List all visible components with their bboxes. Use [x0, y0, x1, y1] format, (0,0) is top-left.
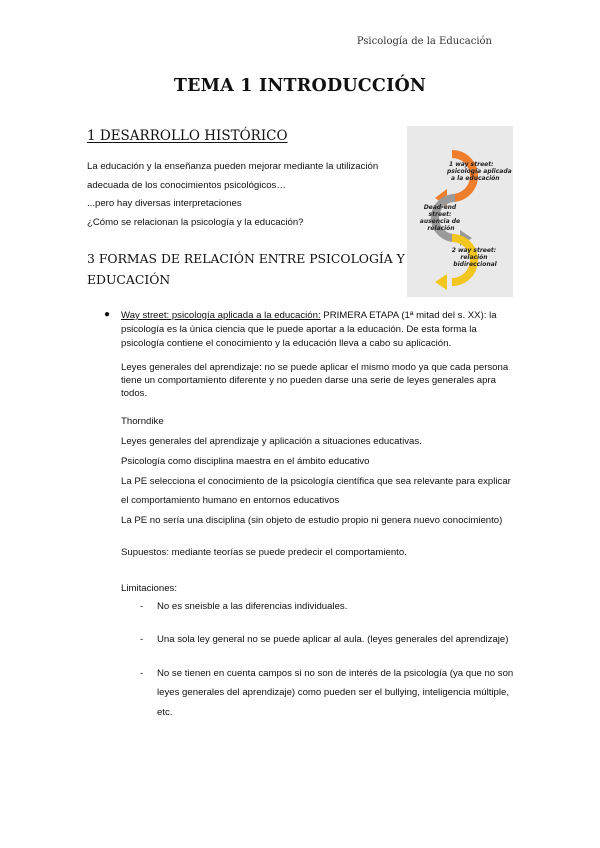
limitacion-text: No es sneisble a las diferencias individuales.: [157, 600, 348, 612]
figure-label-2: Dead-end street: ausencia de relación: [419, 204, 461, 232]
thorndike-line: Leyes generales del aprendizaje y aplicación a situaciones educativas.: [121, 435, 422, 447]
main-content: [104, 309, 516, 723]
header-subject: Psicología de la Educación: [356, 36, 492, 47]
limitacion-item: [104, 597, 516, 617]
section-1-heading: 1 DESARROLLO HISTÓRICO: [87, 128, 288, 144]
thorndike-block: [104, 412, 516, 531]
section-1-intro: [87, 158, 407, 232]
relationship-diagram: [407, 126, 513, 297]
dash-marker: -: [140, 600, 144, 612]
limitacion-text: No se tienen en cuenta campos si no son de interés de la psicología (ya que no son leyes generales del aprendizaje) como pueden ser el bullying, inteligencia múltiple, etc.: [157, 667, 514, 719]
bullet-marker: ●: [104, 309, 111, 320]
section-3-heading: 3 FORMAS DE RELACIÓN ENTRE PSICOLOGÍA Y EDUCACIÓN: [87, 251, 405, 287]
limitaciones-label: Limitaciones:: [121, 582, 177, 594]
dash-marker: -: [140, 667, 144, 679]
document-title: TEMA 1 INTRODUCCIÓN: [173, 76, 427, 96]
leyes-paragraph: Leyes generales del aprendizaje: no se puede aplicar el mismo modo ya que cada persona tiene un comportamiento diferente y no pueden darse una serie de leyes generales apra todos.: [121, 362, 509, 399]
intro-line: La educación y la enseñanza pueden mejorar mediante la utilización: [87, 161, 379, 172]
figure-label-1: 1 way street: psicología aplicada a la educación: [447, 161, 512, 182]
limitacion-item: [104, 630, 516, 650]
supuestos-paragraph: Supuestos: mediante teorías se puede predecir el comportamiento.: [121, 546, 407, 558]
relationship-figure: [407, 126, 513, 297]
dash-marker: -: [140, 633, 144, 645]
limitacion-item: [104, 664, 516, 723]
limitacion-text: Una sola ley general no se puede aplicar al aula. (leyes generales del aprendizaje): [157, 633, 509, 645]
intro-line: adecuada de los conocimientos psicológicos…: [87, 179, 286, 191]
thorndike-line: Psicología como disciplina maestra en el ámbito educativo: [121, 455, 370, 467]
figure-label-3: 2 way street: relación bidireccional: [451, 247, 497, 268]
way-street-term: Way street: psicología aplicada a la educación:: [121, 310, 321, 321]
thorndike-line: Thorndike: [121, 416, 164, 428]
thorndike-line: La PE no sería una disciplina (sin objeto de estudio propio ni genera nuevo conocimiento): [121, 515, 503, 527]
way-street-description: PRIMERA ETAPA (1ª mitad del s. XX): la psicología es la única ciencia que le puede aportar a la educación. De esta forma la psicología contiene el conocimiento y la educación lleva a cabo su aplicación.: [121, 310, 497, 349]
intro-line: ¿Cómo se relacionan la psicología y la educación?: [87, 216, 304, 228]
way-street-bullet: [104, 309, 516, 350]
intro-line: ...pero hay diversas interpretaciones: [87, 198, 242, 209]
thorndike-line: La PE selecciona el conocimiento de la psicología científica que sea relevante para explicar el comportamiento humano en entornos educativos: [121, 475, 511, 507]
